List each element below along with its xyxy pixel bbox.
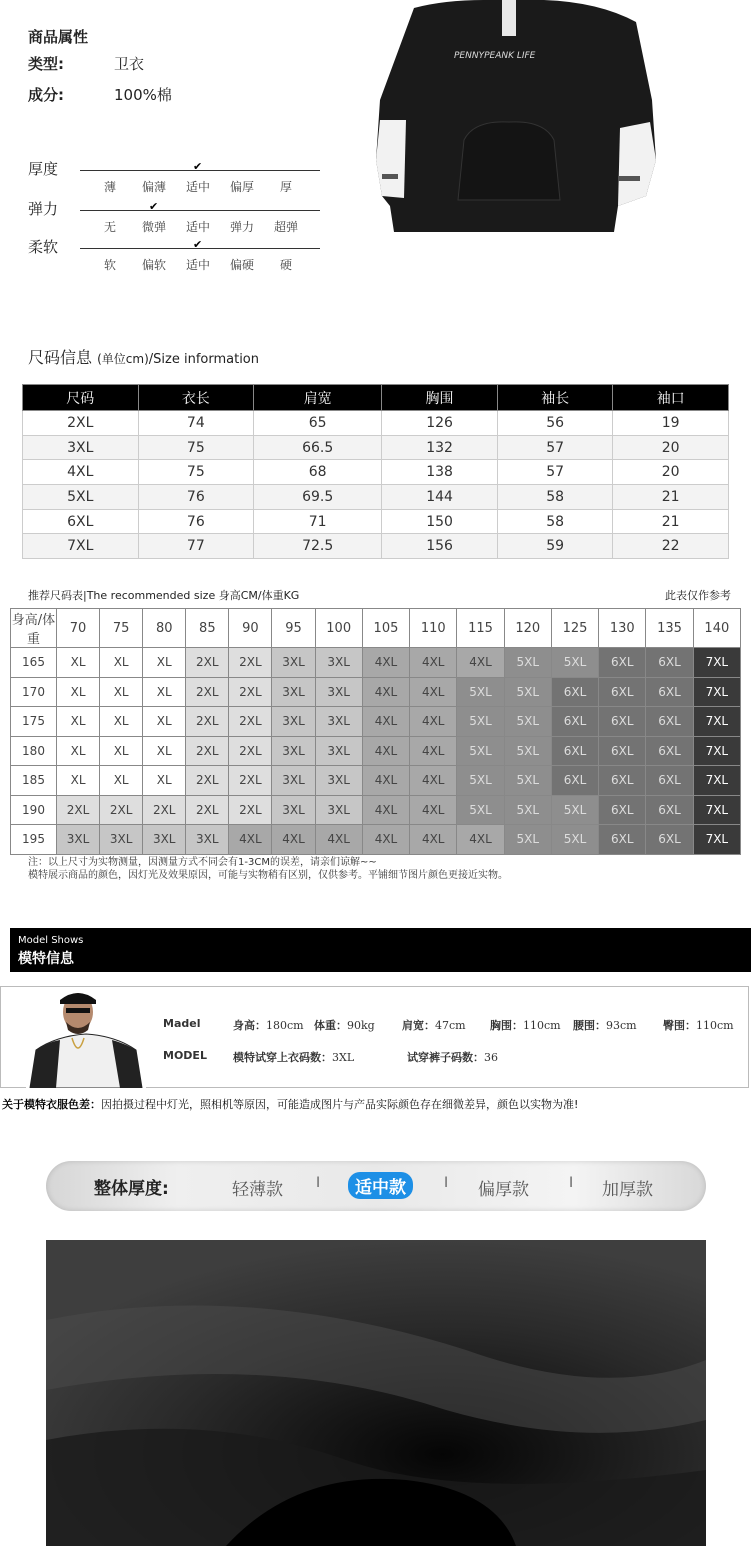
size-cell: 150 <box>382 509 498 534</box>
top-size-key: 模特试穿上衣码数： <box>233 1051 332 1064</box>
recommend-size-cell: XL <box>143 707 186 737</box>
scale-label: 弹力 <box>28 200 59 218</box>
recommend-size-cell: 6XL <box>599 677 646 707</box>
recommend-size-cell: 4XL <box>362 677 409 707</box>
recommend-size-cell: 3XL <box>315 736 362 766</box>
recommend-height-cell: 180 <box>11 736 57 766</box>
recommend-size-cell: 6XL <box>646 795 693 825</box>
recommend-size-cell: 2XL <box>229 736 272 766</box>
recommend-size-cell: 3XL <box>272 707 315 737</box>
recommend-size-cell: XL <box>143 766 186 796</box>
recommend-size-cell: 3XL <box>315 707 362 737</box>
recommend-size-cell: 6XL <box>599 648 646 678</box>
recommend-size-cell: 7XL <box>693 648 740 678</box>
attributes-title: 商品属性 <box>28 28 89 46</box>
pants-size-value: 36 <box>484 1051 498 1064</box>
recommend-size-cell: XL <box>100 736 143 766</box>
scale-label: 柔软 <box>28 238 59 256</box>
recommend-row <box>11 707 741 737</box>
recommend-size-cell: XL <box>57 766 100 796</box>
scale-option: 弹力 <box>229 220 254 234</box>
recommend-row <box>11 677 741 707</box>
recommend-size-cell: 3XL <box>315 677 362 707</box>
recommend-weight-cell: 120 <box>504 609 551 648</box>
recommend-size-cell: 6XL <box>646 825 693 855</box>
recommend-weight-cell: 75 <box>100 609 143 648</box>
size-cell: 59 <box>497 534 613 559</box>
recommend-size-cell: 3XL <box>272 677 315 707</box>
recommend-size-cell: 3XL <box>186 825 229 855</box>
recommend-size-cell: 2XL <box>186 648 229 678</box>
recommend-size-cell: 5XL <box>457 736 504 766</box>
size-cell: 76 <box>138 509 254 534</box>
recommend-size-cell: 3XL <box>272 648 315 678</box>
recommend-size-cell: 6XL <box>646 766 693 796</box>
model-shows-header <box>10 928 751 972</box>
recommend-size-cell: 4XL <box>362 825 409 855</box>
recommend-size-cell: 2XL <box>186 677 229 707</box>
recommend-size-cell: XL <box>143 648 186 678</box>
recommend-height-cell: 185 <box>11 766 57 796</box>
recommend-weight-cell: 90 <box>229 609 272 648</box>
disclaimer-bold: 关于模特衣服色差： <box>2 1098 101 1111</box>
recommend-size-cell: 6XL <box>551 707 598 737</box>
recommend-size-cell: 5XL <box>504 648 551 678</box>
note-measure: 注：以上尺寸为实物测量，因测量方式不同会有1-3CM的误差，请亲们谅解~~ <box>28 857 377 868</box>
recommend-size-cell: 4XL <box>410 648 457 678</box>
scale-option: 微弹 <box>141 220 166 234</box>
recommend-size-cell: 4XL <box>410 707 457 737</box>
shoulder-value: 47cm <box>435 1019 466 1032</box>
hoodie-product-image <box>374 0 664 238</box>
size-cell: 57 <box>497 435 613 460</box>
recommend-size-cell: XL <box>143 736 186 766</box>
recommend-size-cell: 2XL <box>229 795 272 825</box>
size-cell: 58 <box>497 509 613 534</box>
chest-value: 110cm <box>523 1019 561 1032</box>
size-info-title <box>28 345 259 368</box>
size-cell: 74 <box>138 411 254 436</box>
scale-option: 无 <box>103 220 116 234</box>
recommend-size-cell: 5XL <box>457 766 504 796</box>
pants-size-key: 试穿裤子码数： <box>407 1051 484 1064</box>
recommend-weight-cell: 110 <box>410 609 457 648</box>
scale-option: 偏厚 <box>229 180 254 194</box>
recommend-row <box>11 648 741 678</box>
hoodie-print-text: PENNYPEANK LIFE <box>454 51 536 61</box>
recommend-size-cell: 7XL <box>693 795 740 825</box>
size-cell: 20 <box>613 460 729 485</box>
recommend-size-cell: 3XL <box>57 825 100 855</box>
fabric-closeup-image <box>46 1240 706 1546</box>
recommend-size-cell: 5XL <box>504 677 551 707</box>
size-row <box>23 534 729 559</box>
recommend-weight-cell: 100 <box>315 609 362 648</box>
size-cell: 22 <box>613 534 729 559</box>
size-cell: 66.5 <box>254 435 382 460</box>
size-cell: 2XL <box>23 411 139 436</box>
size-cell: 144 <box>382 485 498 510</box>
recommend-size-cell: 7XL <box>693 707 740 737</box>
recommend-size-cell: 5XL <box>457 677 504 707</box>
recommend-height-cell: 165 <box>11 648 57 678</box>
recommend-size-cell: 2XL <box>57 795 100 825</box>
recommend-size-cell: 2XL <box>229 677 272 707</box>
thickness-option-medium-selected: 适中款 <box>348 1172 413 1199</box>
size-title-en: /Size information <box>148 352 259 367</box>
recommend-size-cell: 2XL <box>229 648 272 678</box>
recommend-weight-cell: 70 <box>57 609 100 648</box>
size-title-unit: (单位cm) <box>97 352 149 366</box>
size-row <box>23 435 729 460</box>
scale-option: 偏硬 <box>229 258 254 272</box>
size-cell: 77 <box>138 534 254 559</box>
thickness-separator: I <box>316 1175 321 1191</box>
recommend-size-cell: XL <box>100 707 143 737</box>
scale-option: 薄 <box>103 180 116 194</box>
waist-value: 93cm <box>606 1019 637 1032</box>
recommend-size-cell: XL <box>100 766 143 796</box>
recommend-size-cell: 4XL <box>229 825 272 855</box>
recommend-size-cell: 5XL <box>504 707 551 737</box>
size-cell: 71 <box>254 509 382 534</box>
model-label-2: MODEL <box>163 1049 207 1062</box>
model-header-cn: 模特信息 <box>18 951 74 967</box>
size-header-cell: 肩宽 <box>254 385 382 411</box>
scale-selected-marker: ✔ <box>193 160 203 173</box>
recommend-size-cell: 3XL <box>315 648 362 678</box>
recommend-size-cell: 3XL <box>100 825 143 855</box>
attr-material <box>28 84 172 105</box>
recommend-size-cell: 2XL <box>186 736 229 766</box>
size-cell: 76 <box>138 485 254 510</box>
recommend-size-cell: 4XL <box>457 825 504 855</box>
recommend-size-cell: 2XL <box>186 766 229 796</box>
size-row <box>23 509 729 534</box>
recommend-table <box>10 608 741 855</box>
size-cell: 21 <box>613 509 729 534</box>
recommend-size-cell: XL <box>57 648 100 678</box>
size-cell: 4XL <box>23 460 139 485</box>
recommend-size-cell: 4XL <box>315 825 362 855</box>
recommend-weight-cell: 95 <box>272 609 315 648</box>
attr-type-key: 类型: <box>28 55 64 73</box>
scale-options <box>88 178 328 195</box>
recommend-size-cell: 3XL <box>315 795 362 825</box>
size-header-cell: 袖口 <box>613 385 729 411</box>
recommend-size-cell: 7XL <box>693 736 740 766</box>
size-row <box>23 460 729 485</box>
thickness-separator: I <box>444 1175 449 1191</box>
recommend-height-cell: 175 <box>11 707 57 737</box>
size-cell: 69.5 <box>254 485 382 510</box>
attr-material-key: 成分: <box>28 86 64 104</box>
size-row <box>23 485 729 510</box>
recommend-size-cell: 5XL <box>504 766 551 796</box>
recommend-size-cell: XL <box>57 736 100 766</box>
recommend-size-cell: 2XL <box>186 795 229 825</box>
recommend-height-cell: 170 <box>11 677 57 707</box>
recommend-size-cell: 6XL <box>551 736 598 766</box>
size-title-cn: 尺码信息 <box>28 348 93 367</box>
recommend-size-cell: 6XL <box>599 707 646 737</box>
recommend-size-cell: 6XL <box>599 825 646 855</box>
color-disclaimer <box>2 1096 578 1112</box>
recommend-size-cell: 2XL <box>143 795 186 825</box>
scale-label: 厚度 <box>28 160 59 178</box>
recommend-row <box>11 795 741 825</box>
recommend-size-cell: 5XL <box>457 795 504 825</box>
recommend-size-cell: 2XL <box>229 707 272 737</box>
attr-type <box>28 53 144 74</box>
size-cell: 138 <box>382 460 498 485</box>
waist-key: 腰围： <box>573 1019 606 1032</box>
size-row <box>23 411 729 436</box>
size-cell: 57 <box>497 460 613 485</box>
recommend-size-cell: 3XL <box>315 766 362 796</box>
recommend-weight-cell: 115 <box>457 609 504 648</box>
recommend-size-cell: 5XL <box>504 825 551 855</box>
shoulder-key: 肩宽： <box>402 1019 435 1032</box>
recommend-size-cell: 4XL <box>410 766 457 796</box>
recommend-size-cell: 3XL <box>272 736 315 766</box>
recommend-size-cell: 4XL <box>362 707 409 737</box>
recommend-size-cell: XL <box>57 707 100 737</box>
recommend-size-cell: 6XL <box>551 677 598 707</box>
recommend-height-cell: 195 <box>11 825 57 855</box>
size-cell: 3XL <box>23 435 139 460</box>
recommend-size-cell: 3XL <box>272 795 315 825</box>
recommend-height-cell: 190 <box>11 795 57 825</box>
height-key: 身高： <box>233 1019 266 1032</box>
scale-option: 硬 <box>279 258 292 272</box>
scale-line <box>80 210 320 211</box>
recommend-size-cell: 7XL <box>693 766 740 796</box>
recommend-size-cell: XL <box>57 677 100 707</box>
scale-option: 适中 <box>185 180 210 194</box>
recommend-weight-cell: 130 <box>599 609 646 648</box>
thickness-bar <box>46 1161 706 1211</box>
recommend-size-cell: 4XL <box>410 825 457 855</box>
size-cell: 65 <box>254 411 382 436</box>
size-cell: 126 <box>382 411 498 436</box>
size-cell: 7XL <box>23 534 139 559</box>
size-cell: 75 <box>138 460 254 485</box>
scale-option: 软 <box>103 258 116 272</box>
recommend-size-cell: 5XL <box>504 795 551 825</box>
recommend-title: 推荐尺码表|The recommended size 身高CM/体重KG <box>28 589 300 602</box>
recommend-size-cell: 4XL <box>457 648 504 678</box>
thickness-option-extra-thick: 加厚款 <box>602 1180 653 1200</box>
model-photo <box>26 988 146 1088</box>
recommend-size-cell: 2XL <box>186 707 229 737</box>
recommend-size-cell: 5XL <box>551 825 598 855</box>
recommend-size-cell: 7XL <box>693 677 740 707</box>
recommend-size-cell: 4XL <box>410 736 457 766</box>
recommend-size-cell: 6XL <box>599 736 646 766</box>
scale-option: 偏软 <box>141 258 166 272</box>
recommend-size-cell: 5XL <box>551 795 598 825</box>
recommend-size-cell: 3XL <box>272 766 315 796</box>
recommend-size-cell: 6XL <box>646 677 693 707</box>
scale-option: 适中 <box>185 258 210 272</box>
model-label-1: Madel <box>163 1017 201 1030</box>
disclaimer-text: 因拍摄过程中灯光，照相机等原因，可能造成图片与产品实际颜色存在细微差异，颜色以实物为准! <box>101 1098 579 1111</box>
size-cell: 72.5 <box>254 534 382 559</box>
recommend-size-cell: 6XL <box>646 648 693 678</box>
recommend-size-cell: XL <box>143 677 186 707</box>
scale-option: 超弹 <box>273 220 298 234</box>
recommend-size-cell: 2XL <box>229 766 272 796</box>
recommend-weight-cell: 125 <box>551 609 598 648</box>
recommend-size-cell: 5XL <box>551 648 598 678</box>
recommend-weight-cell: 85 <box>186 609 229 648</box>
recommend-size-cell: 6XL <box>646 707 693 737</box>
size-cell: 19 <box>613 411 729 436</box>
recommend-size-cell: 4XL <box>362 648 409 678</box>
weight-key: 体重： <box>314 1019 347 1032</box>
recommend-size-cell: 2XL <box>100 795 143 825</box>
recommend-size-cell: 4XL <box>362 766 409 796</box>
size-cell: 56 <box>497 411 613 436</box>
height-value: 180cm <box>266 1019 304 1032</box>
thickness-option-light: 轻薄款 <box>232 1180 283 1200</box>
recommend-weight-cell: 135 <box>646 609 693 648</box>
scale-options <box>88 256 328 273</box>
size-cell: 68 <box>254 460 382 485</box>
size-cell: 5XL <box>23 485 139 510</box>
scale-options <box>88 218 328 235</box>
recommend-row <box>11 736 741 766</box>
attr-type-value: 卫衣 <box>114 55 145 73</box>
recommend-size-cell: 4XL <box>362 795 409 825</box>
size-cell: 20 <box>613 435 729 460</box>
recommend-weight-cell: 105 <box>362 609 409 648</box>
recommend-size-cell: XL <box>100 677 143 707</box>
recommend-size-cell: 6XL <box>599 795 646 825</box>
size-header-cell: 胸围 <box>382 385 498 411</box>
size-cell: 75 <box>138 435 254 460</box>
recommend-size-cell: 7XL <box>693 825 740 855</box>
recommend-row <box>11 766 741 796</box>
recommend-note: 此表仅作参考 <box>665 589 731 602</box>
recommend-size-cell: 5XL <box>504 736 551 766</box>
size-cell: 156 <box>382 534 498 559</box>
model-header-en: Model Shows <box>18 935 84 946</box>
chest-key: 胸围： <box>490 1019 523 1032</box>
model-info-box <box>0 986 749 1088</box>
size-header-cell: 衣长 <box>138 385 254 411</box>
recommend-weight-cell: 80 <box>143 609 186 648</box>
recommend-corner-cell: 身高/体重 <box>11 609 57 648</box>
recommend-size-cell: 4XL <box>410 795 457 825</box>
recommend-size-cell: 6XL <box>599 766 646 796</box>
thickness-label: 整体厚度: <box>94 1179 169 1199</box>
size-header-cell: 尺码 <box>23 385 139 411</box>
recommend-size-cell: 6XL <box>646 736 693 766</box>
thickness-separator: I <box>569 1175 574 1191</box>
recommend-row <box>11 825 741 855</box>
recommend-size-cell: XL <box>100 648 143 678</box>
size-cell: 6XL <box>23 509 139 534</box>
scale-selected-marker: ✔ <box>193 238 203 251</box>
recommend-size-cell: 3XL <box>143 825 186 855</box>
size-cell: 132 <box>382 435 498 460</box>
recommend-weight-cell: 140 <box>693 609 740 648</box>
recommend-weight-row <box>11 609 741 648</box>
recommend-size-cell: 6XL <box>551 766 598 796</box>
recommend-size-cell: 4XL <box>362 736 409 766</box>
hip-key: 臀围： <box>663 1019 696 1032</box>
scale-option: 厚 <box>279 180 292 194</box>
attr-material-value: 100%棉 <box>114 86 172 104</box>
size-table <box>22 384 729 559</box>
note-color: 模特展示商品的颜色，因灯光及效果原因，可能与实物稍有区别，仅供参考。平铺细节图片颜色更接近实物。 <box>28 870 508 881</box>
recommend-size-cell: 5XL <box>457 707 504 737</box>
recommend-size-cell: 4XL <box>410 677 457 707</box>
thickness-option-thick: 偏厚款 <box>478 1180 529 1200</box>
size-cell: 21 <box>613 485 729 510</box>
recommend-size-cell: 4XL <box>272 825 315 855</box>
top-size-value: 3XL <box>332 1051 355 1064</box>
scale-option: 适中 <box>185 220 210 234</box>
hip-value: 110cm <box>696 1019 734 1032</box>
weight-value: 90kg <box>347 1019 375 1032</box>
size-cell: 58 <box>497 485 613 510</box>
scale-option: 偏薄 <box>141 180 166 194</box>
scale-selected-marker: ✔ <box>149 200 159 213</box>
size-header-cell: 袖长 <box>497 385 613 411</box>
